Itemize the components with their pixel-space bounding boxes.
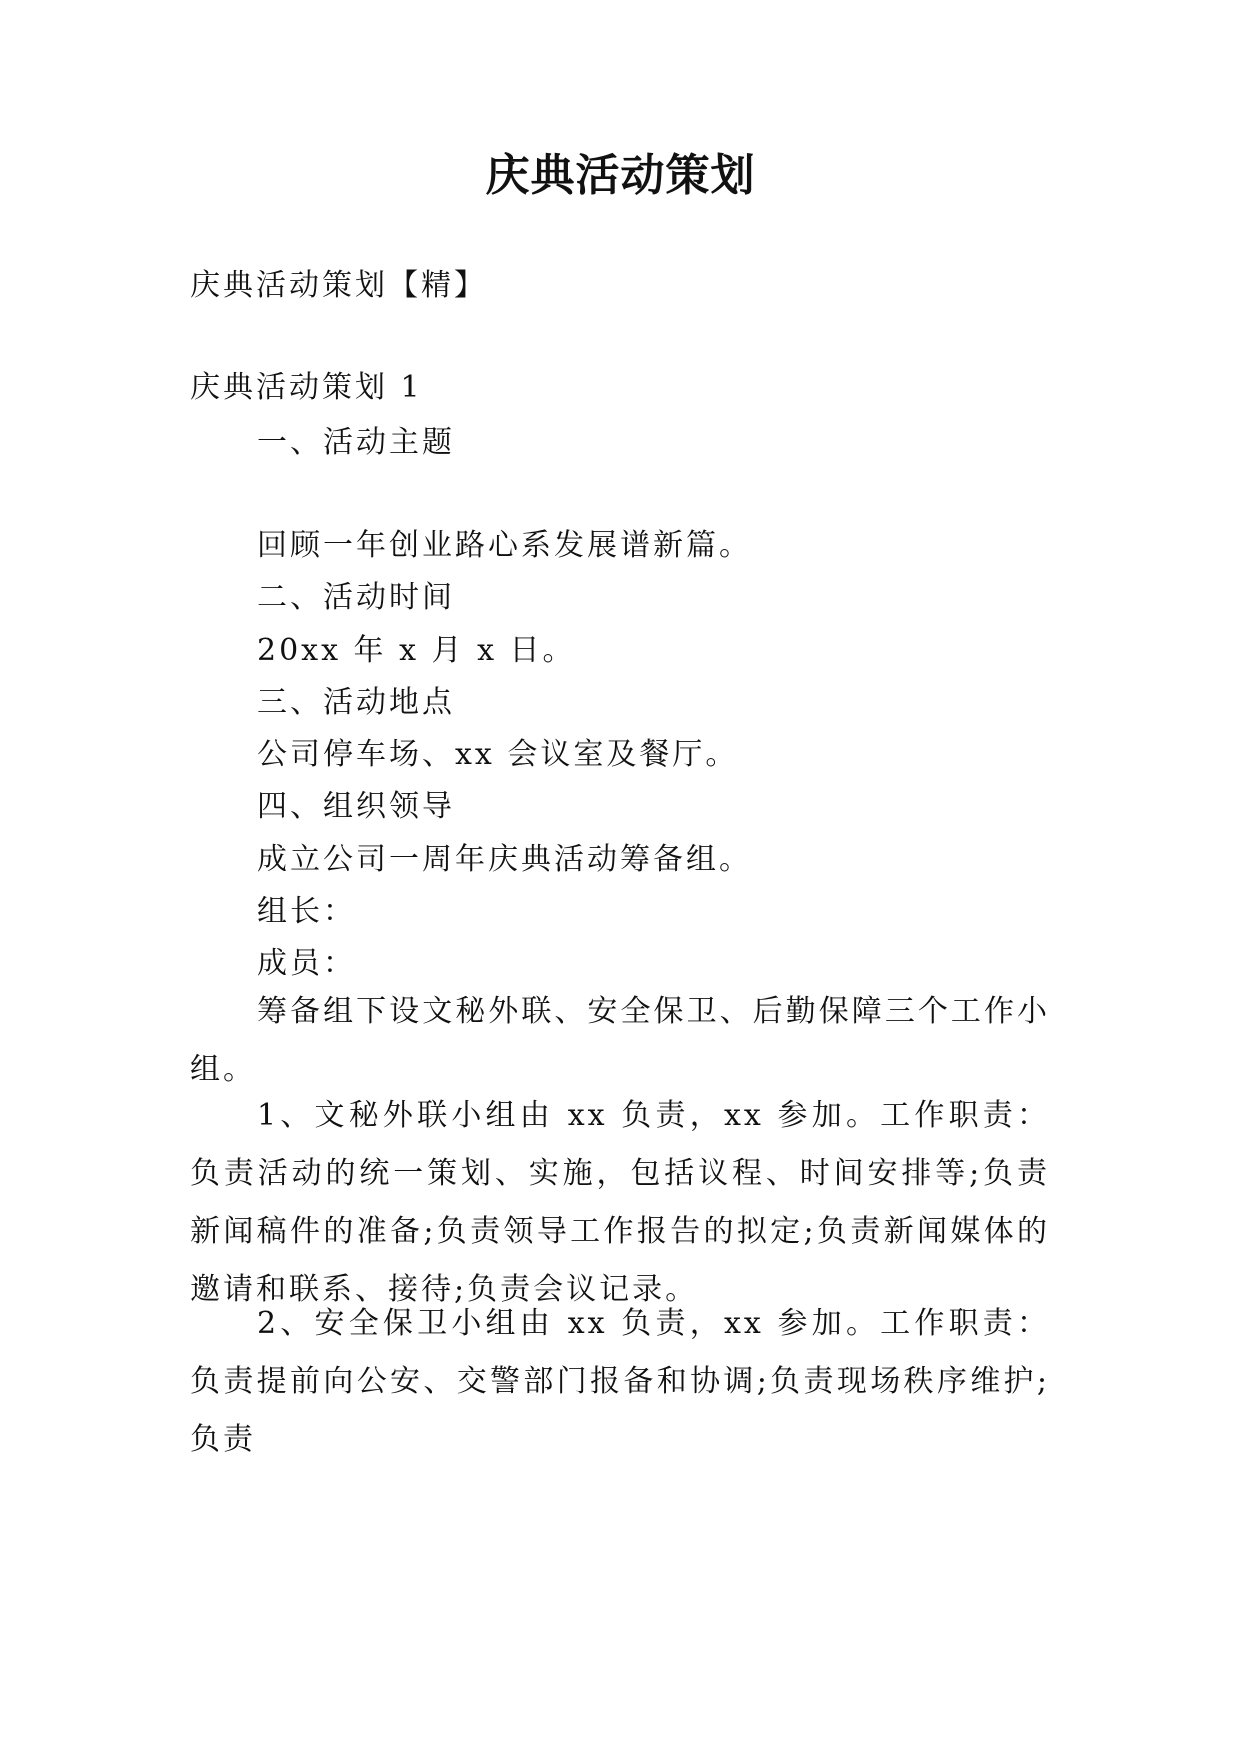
heading-time: 二、活动时间 <box>257 580 455 615</box>
heading-theme: 一、活动主题 <box>257 425 455 460</box>
document-subtitle: 庆典活动策划【精】 <box>190 268 487 303</box>
time-text: 20xx 年 x 月 x 日。 <box>257 633 576 668</box>
leader-label: 组长： <box>257 894 356 929</box>
paragraph-item-1: 1、文秘外联小组由 xx 负责，xx 参加。工作职责：负责活动的统一策划、实施，包括议程、时间安排等;负责新闻稿件的准备;负责领导工作报告的拟定;负责新闻媒体的邀请和联系、接待;负责会议记录。 <box>190 1098 1050 1307</box>
heading-organization: 四、组织领导 <box>257 789 455 824</box>
document-title: 庆典活动策划 <box>485 150 756 201</box>
paragraph-item-2: 2、安全保卫小组由 xx 负责，xx 参加。工作职责：负责提前向公安、交警部门报备和协调;负责现场秩序维护;负责 <box>190 1306 1050 1457</box>
heading-location: 三、活动地点 <box>257 685 455 720</box>
paragraph-groups: 筹备组下设文秘外联、安全保卫、后勤保障三个工作小组。 <box>190 994 1050 1087</box>
location-text: 公司停车场、xx 会议室及餐厅。 <box>257 737 739 772</box>
theme-text: 回顾一年创业路心系发展谱新篇。 <box>257 528 752 563</box>
members-label: 成员： <box>257 946 356 981</box>
organization-text: 成立公司一周年庆典活动筹备组。 <box>257 842 752 877</box>
section-heading: 庆典活动策划 1 <box>190 370 423 405</box>
